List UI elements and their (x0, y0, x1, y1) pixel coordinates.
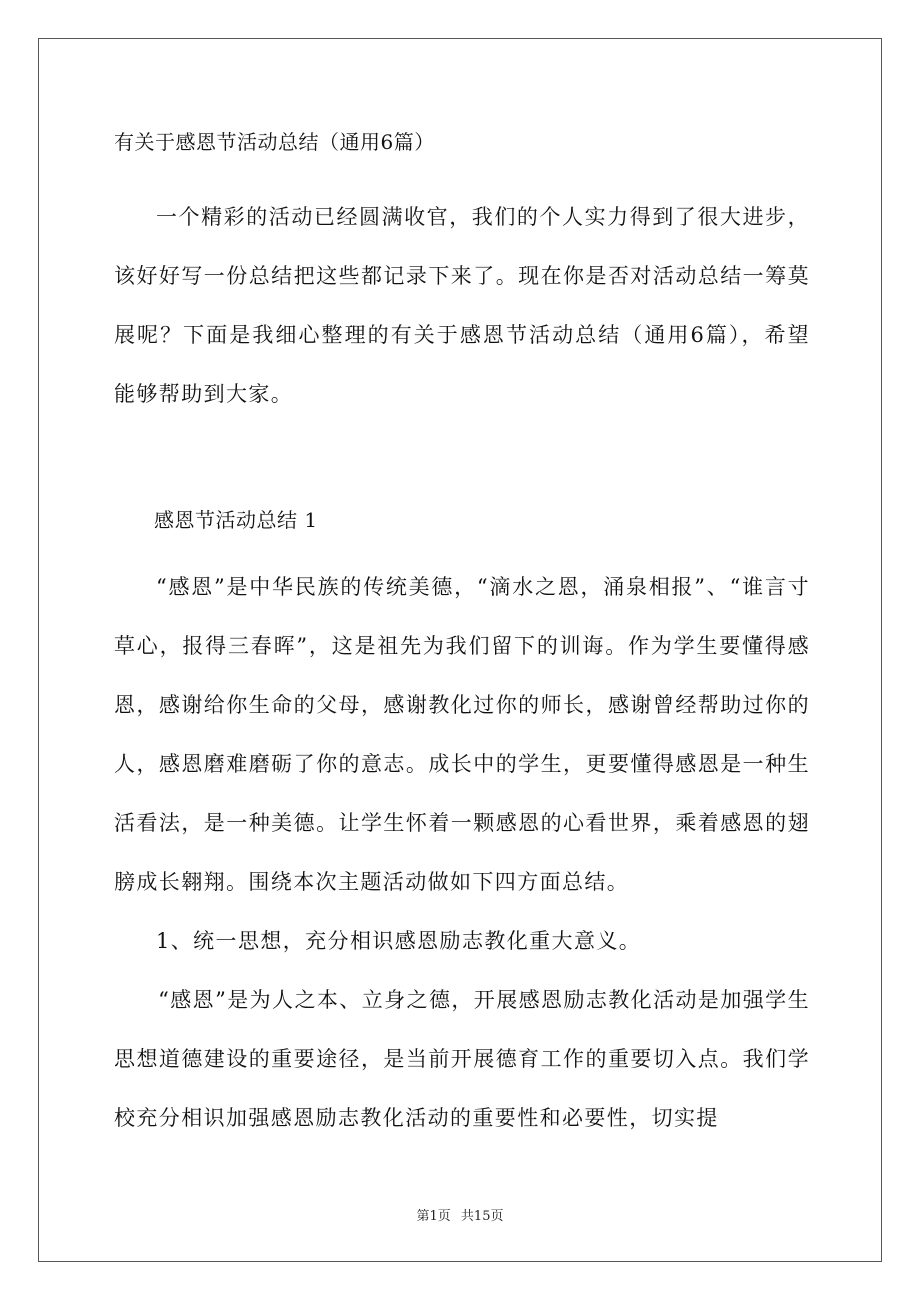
document-title: 有关于感恩节活动总结（通用6篇） (114, 130, 435, 154)
intro-paragraph: 一个精彩的活动已经圆满收官，我们的个人实力得到了很大进步，该好好写一份总结把这些都记录下来了。现在你是否对活动总结一筹莫展呢？下面是我细心整理的有关于感恩节活动总结（通用6篇），希望能够帮助到大家。 (114, 205, 810, 406)
body-paragraph-3: “感恩”是为人之本、立身之德，开展感恩励志教化活动是加强学生思想道德建设的重要途径，是当前开展德育工作的重要切入点。我们学校充分相识加强感恩励志教化活动的重要性和必要性，切实提 (114, 988, 810, 1130)
section-heading: 感恩节活动总结 1 (154, 508, 318, 532)
page-footer: 第1页 共15页 (416, 1209, 504, 1224)
document-body (114, 120, 810, 1148)
body-paragraph-1: “感恩”是中华民族的传统美德，“滴水之恩，涌泉相报”、“谁言寸草心，报得三春晖”，这是祖先为我们留下的训诲。作为学生要懂得感恩，感谢给你生命的父母，感谢教化过你的师长，感谢曾经帮助过你的人，感恩磨难磨砺了你的意志。成长中的学生，更要懂得感恩是一种生活看法，是一种美德。让学生怀着一颗感恩的心看世界，乘着感恩的翅膀成长翱翔。围绕本次主题活动做如下四方面总结。 (114, 575, 810, 894)
body-paragraph-2: 1、统一思想，充分相识感恩励志教化重大意义。 (156, 929, 642, 953)
